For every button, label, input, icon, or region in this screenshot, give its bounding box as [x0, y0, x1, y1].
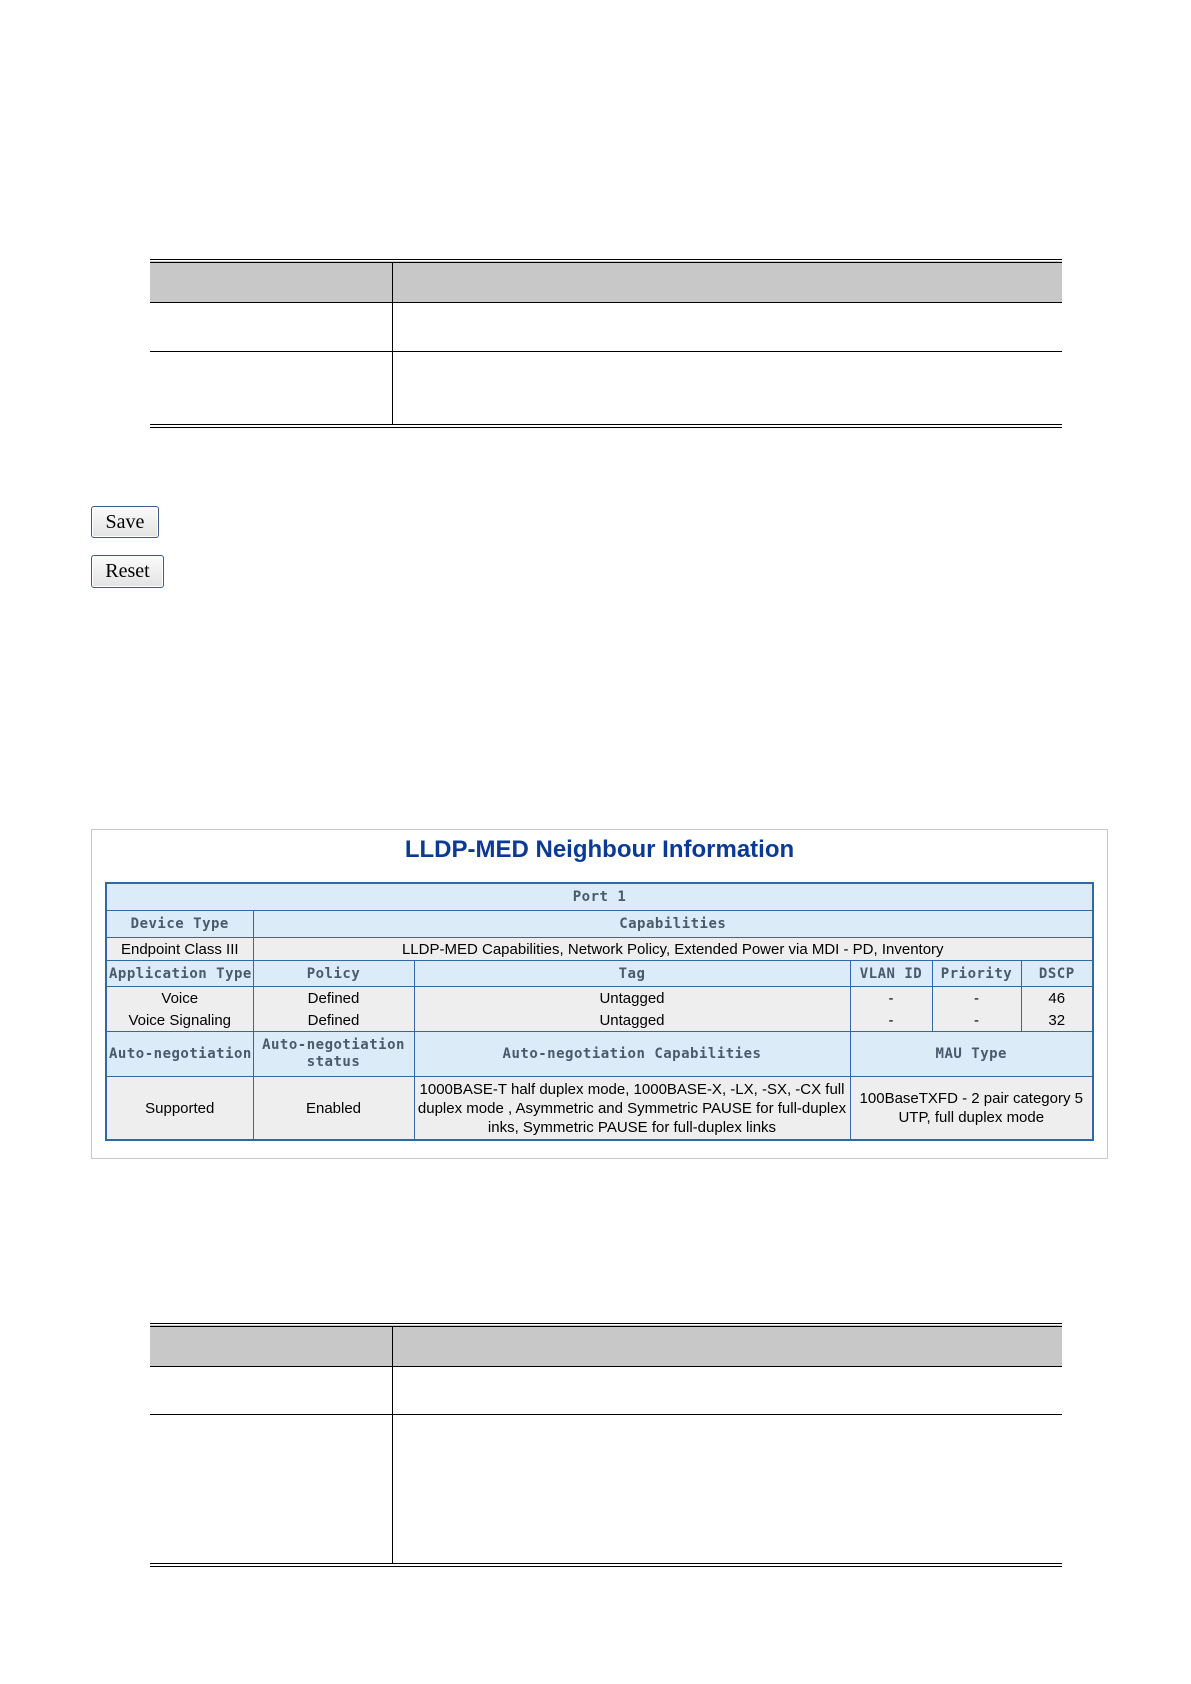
table-row — [150, 1415, 1062, 1566]
header-dscp: DSCP — [1021, 961, 1093, 987]
table-row — [106, 938, 1093, 961]
table-header-row — [106, 911, 1093, 938]
cell-tag: Untagged — [414, 987, 850, 1010]
cell-vlan-id: - — [850, 1009, 932, 1032]
cell-application-type: Voice — [106, 987, 253, 1010]
header-capabilities: Capabilities — [253, 911, 1093, 938]
cell-priority: - — [932, 987, 1021, 1010]
cell-tag: Untagged — [414, 1009, 850, 1032]
header-device-type: Device Type — [106, 911, 253, 938]
table-row — [106, 1077, 1093, 1141]
table-row — [150, 1367, 1062, 1415]
cell-auto-negotiation-status: Enabled — [253, 1077, 414, 1141]
table-row — [106, 987, 1093, 1010]
header-auto-negotiation-capabilities: Auto-negotiation Capabilities — [414, 1032, 850, 1077]
cell-dscp: 46 — [1021, 987, 1093, 1010]
header-auto-negotiation: Auto-negotiation — [106, 1032, 253, 1077]
header-auto-negotiation-status-line2: status — [306, 1054, 361, 1070]
save-button[interactable]: Save — [91, 506, 159, 538]
cell-auto-negotiation-capabilities: 1000BASE-T half duplex mode, 1000BASE-X, -LX, -SX, -CX full duplex mode , Asymmetric and Symmetric PAUSE for full-duplex inks, Symmetric PAUSE for full-duplex links — [414, 1077, 850, 1141]
parameter-table-bottom — [150, 1323, 1062, 1567]
header-tag: Tag — [414, 961, 850, 987]
header-cell-object — [150, 1325, 393, 1367]
port-row — [106, 883, 1093, 911]
header-priority: Priority — [932, 961, 1021, 987]
table-cell — [150, 303, 393, 352]
table-cell — [393, 1415, 1063, 1566]
parameter-table-top — [150, 259, 1062, 428]
header-application-type: Application Type — [106, 961, 253, 987]
table-cell — [150, 1415, 393, 1566]
table-cell — [393, 1367, 1063, 1415]
table-row — [106, 1009, 1093, 1032]
header-cell-description — [393, 1325, 1063, 1367]
header-cell-object — [150, 261, 393, 303]
cell-priority: - — [932, 1009, 1021, 1032]
table-cell — [150, 1367, 393, 1415]
header-cell-description — [393, 261, 1063, 303]
table-row — [150, 352, 1062, 427]
header-vlan-id: VLAN ID — [850, 961, 932, 987]
table-header-row — [106, 961, 1093, 987]
cell-capabilities: LLDP-MED Capabilities, Network Policy, Extended Power via MDI - PD, Inventory — [253, 938, 1093, 961]
table-cell — [393, 352, 1063, 427]
panel-title: LLDP-MED Neighbour Information — [404, 836, 795, 863]
table-cell — [150, 352, 393, 427]
header-auto-negotiation-status — [253, 1032, 414, 1077]
cell-vlan-id: - — [850, 987, 932, 1010]
header-mau-type: MAU Type — [850, 1032, 1093, 1077]
lldp-med-table — [105, 882, 1094, 1141]
header-policy: Policy — [253, 961, 414, 987]
cell-policy: Defined — [253, 987, 414, 1010]
lldp-med-neighbour-panel — [91, 829, 1108, 1159]
table-header-row — [150, 261, 1062, 303]
cell-device-type: Endpoint Class III — [106, 938, 253, 961]
reset-button[interactable]: Reset — [91, 555, 164, 588]
table-row — [150, 303, 1062, 352]
table-header-row — [150, 1325, 1062, 1367]
table-header-row — [106, 1032, 1093, 1077]
table-cell — [393, 303, 1063, 352]
header-auto-negotiation-status-line1: Auto-negotiation — [262, 1037, 405, 1053]
cell-dscp: 32 — [1021, 1009, 1093, 1032]
cell-auto-negotiation: Supported — [106, 1077, 253, 1141]
port-header: Port 1 — [106, 883, 1093, 911]
cell-policy: Defined — [253, 1009, 414, 1032]
cell-mau-type: 100BaseTXFD - 2 pair category 5 UTP, full duplex mode — [850, 1077, 1093, 1141]
cell-application-type: Voice Signaling — [106, 1009, 253, 1032]
